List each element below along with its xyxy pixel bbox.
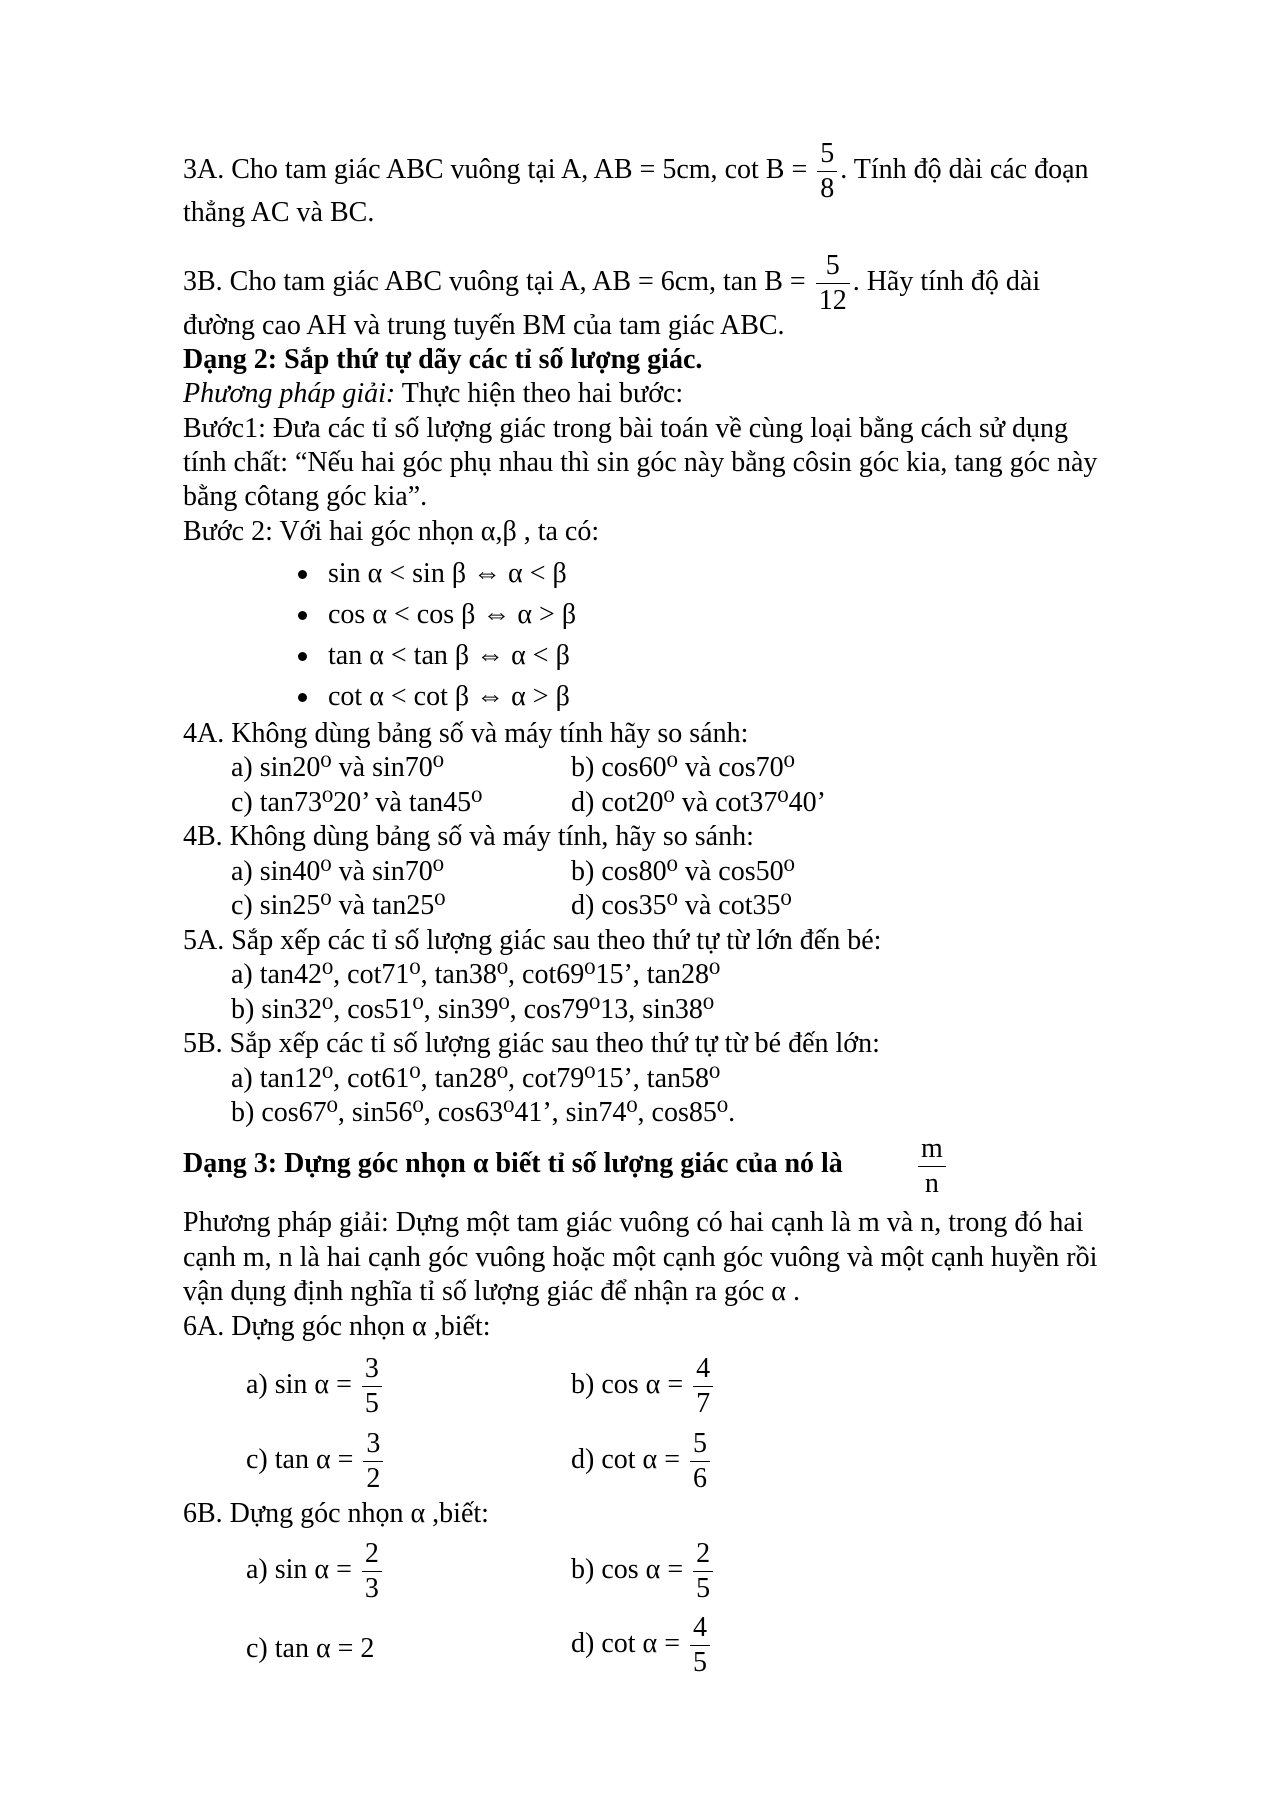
label: d) cot α = [571,1443,687,1475]
exercise-6a-b [571,1355,716,1418]
section-title-dang2: Dạng 2: Sắp thứ tự dãy các tỉ số lượng giác. [183,344,703,375]
fraction [816,252,850,315]
exercise-6a-d [571,1430,713,1493]
label: a) sin α = [246,1553,359,1585]
exercise-6a-c [246,1430,386,1493]
exercise-4a-title: 4A. Không dùng bảng số và máy tính hãy so sánh: [183,718,749,749]
exercise-3b-text: 3B. Cho tam giác ABC vuông tại A, AB = 6cm, [183,265,724,297]
method-label: Phương pháp giải: [183,378,396,409]
exercise-3a-eq: cot B = [724,153,815,185]
bullet-icon [298,611,307,620]
exercise-4a-a: a) sin20⁰ và sin70⁰ [231,752,444,783]
numerator: 2 [693,1540,713,1572]
rule-cot: cot α < cot β ⇔ α > β [328,681,570,712]
denominator: 3 [364,1573,379,1604]
numerator: m [918,1135,946,1167]
step2-line: Bước 2: Với hai góc nhọn α,β , ta có: [183,516,600,547]
bullet-icon [298,693,307,702]
exercise-3b-eq: tan B = [723,265,813,297]
exercise-4a-b: b) cos60⁰ và cos70⁰ [571,752,795,783]
section-title-dang3 [183,1147,843,1181]
dang3-method-line2: cạnh m, n là hai cạnh góc vuông hoặc một cạnh góc vuông và một cạnh huyền rồi [183,1242,1098,1273]
numerator: 5 [816,252,850,284]
exercise-5b-title: 5B. Sắp xếp các tỉ số lượng giác sau theo thứ tự từ bé đến lớn: [183,1028,880,1059]
exercise-4b-b: b) cos80⁰ và cos50⁰ [571,856,795,887]
rule-tan: tan α < tan β ⇔ α < β [328,640,570,671]
numerator: 5 [817,140,837,172]
denominator: 5 [696,1573,711,1604]
dang3-method-line1: Phương pháp giải: Dựng một tam giác vuông có hai cạnh là m và n, trong đó hai [183,1207,1084,1238]
fraction [690,1430,710,1493]
denominator: 12 [818,285,847,316]
exercise-6b-b [571,1540,716,1603]
exercise-4b-title: 4B. Không dùng bảng số và máy tính, hãy so sánh: [183,821,754,852]
step1-line1: Bước1: Đưa các tỉ số lượng giác trong bài toán về cùng loại bằng cách sử dụng [183,413,1068,444]
step1-line2: tính chất: “Nếu hai góc phụ nhau thì sin góc này bằng côsin góc kia, tang góc này [183,447,1098,478]
exercise-4a-c: c) tan73⁰20’ và tan45⁰ [231,787,483,818]
denominator: 5 [364,1388,379,1419]
denominator: 5 [693,1647,707,1678]
exercise-3a-text-end: . Tính độ dài các đoạn [840,153,1089,185]
exercise-5b-a: a) tan12⁰, cot61⁰, tan28⁰, cot79⁰15’, tan58⁰ [231,1063,721,1094]
exercise-5a-b: b) sin32⁰, cos51⁰, sin39⁰, cos79⁰13, sin38⁰ [231,994,715,1025]
exercise-6b-a [246,1540,385,1603]
exercise-3b-text-end: . Hãy tính độ dài [852,265,1041,297]
fraction [363,1430,383,1493]
denominator: n [924,1168,939,1199]
bullet-icon [298,570,307,579]
fraction-m-n [918,1135,946,1198]
fraction [690,1614,710,1677]
method-line [183,377,683,411]
label: a) sin α = [246,1368,359,1400]
fraction [693,1355,713,1418]
denominator: 8 [820,173,835,204]
exercise-3b-cont: đường cao AH và trung tuyến BM của tam giác ABC. [183,310,785,341]
label: c) tan α = [246,1443,361,1475]
numerator: 3 [363,1430,383,1462]
rule-sin: sin α < sin β ⇔ α < β [328,558,567,589]
rule-cos: cos α < cos β ⇔ α > β [328,599,577,630]
fraction [693,1540,713,1603]
numerator: 5 [690,1430,710,1462]
numerator: 4 [690,1614,710,1646]
exercise-6a-title: 6A. Dựng góc nhọn α ,biết: [183,1311,491,1342]
exercise-3b [183,252,1040,315]
exercise-5b-b: b) cos67⁰, sin56⁰, cos63⁰41’, sin74⁰, cos85⁰. [231,1097,736,1128]
exercise-4b-c: c) sin25⁰ và tan25⁰ [231,890,446,921]
denominator: 6 [693,1463,707,1494]
label: b) cos α = [571,1553,691,1585]
exercise-5a-a: a) tan42⁰, cot71⁰, tan38⁰, cot69⁰15’, tan28⁰ [231,959,721,990]
dang3-method-line3: vận dụng định nghĩa tỉ số lượng giác để nhận ra góc α . [183,1276,800,1307]
method-text: Thực hiện theo hai bước: [395,378,684,409]
exercise-4b-a: a) sin40⁰ và sin70⁰ [231,856,444,887]
fraction [362,1540,382,1603]
exercise-5a-title: 5A. Sắp xếp các tỉ số lượng giác sau theo thứ tự từ lớn đến bé: [183,925,882,956]
bullet-icon [298,652,307,661]
fraction [817,140,837,203]
exercise-3a-cont: thẳng AC và BC. [183,197,375,228]
numerator: 4 [693,1355,713,1387]
fraction [918,1135,946,1198]
exercise-3a-text: 3A. Cho tam giác ABC vuông tại A, AB = 5cm, [183,153,725,185]
exercise-6b-d [571,1614,713,1677]
label: b) cos α = [571,1368,691,1400]
fraction [362,1355,382,1418]
step1-line3: bằng côtang góc kia”. [183,481,428,512]
label: d) cot α = [571,1627,687,1659]
exercise-3a [183,140,1089,203]
numerator: 2 [362,1540,382,1572]
numerator: 3 [362,1355,382,1387]
exercise-4b-d: d) cos35⁰ và cot35⁰ [571,890,792,921]
exercise-6b-title: 6B. Dựng góc nhọn α ,biết: [183,1498,489,1529]
exercise-4a-d: d) cot20⁰ và cot37⁰40’ [571,787,826,818]
denominator: 2 [366,1463,381,1494]
exercise-6b-c: c) tan α = 2 [246,1633,375,1664]
exercise-6a-a [246,1355,385,1418]
section-title-dang3-text: Dạng 3: Dựng góc nhọn α biết tỉ số lượng giác của nó là [183,1148,843,1179]
denominator: 7 [696,1388,711,1419]
